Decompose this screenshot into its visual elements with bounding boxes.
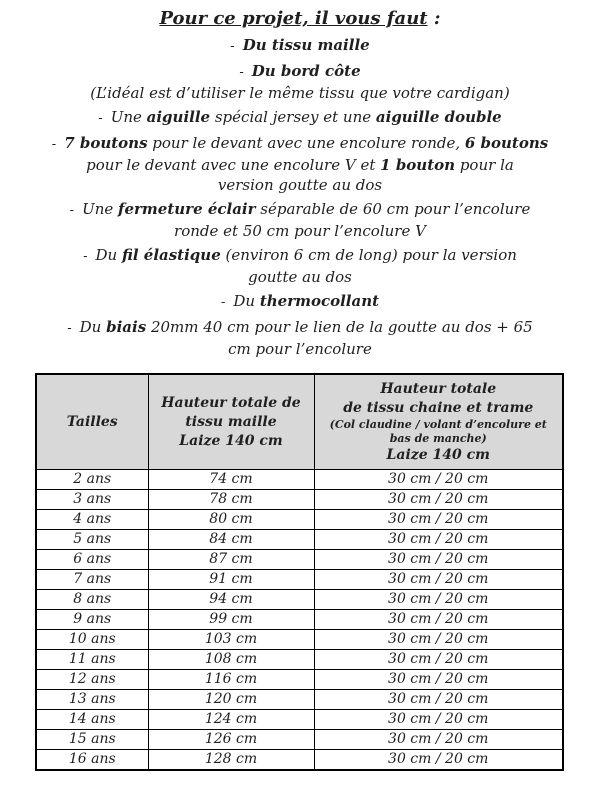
- plain-text: Une: [82, 200, 119, 218]
- size-cell: 13 ans: [36, 690, 148, 710]
- table-row: [36, 630, 563, 650]
- list-item-line: [18, 175, 582, 195]
- emphasized-text: Du tissu maille: [242, 36, 370, 54]
- list-item-line: [18, 199, 582, 221]
- chaine-trame-cell: 30 cm / 20 cm: [314, 630, 563, 650]
- table-row: [36, 610, 563, 630]
- header-tailles: Tailles: [36, 374, 148, 470]
- chaine-trame-cell: 30 cm / 20 cm: [314, 490, 563, 510]
- size-cell: 16 ans: [36, 750, 148, 771]
- bullet-marker: -: [230, 39, 235, 54]
- header-line: Laize 140 cm: [179, 432, 283, 449]
- maille-height-cell: 94 cm: [148, 590, 314, 610]
- chaine-trame-cell: 30 cm / 20 cm: [314, 530, 563, 550]
- size-cell: 6 ans: [36, 550, 148, 570]
- plain-text: goutte au dos: [248, 268, 352, 286]
- size-cell: 5 ans: [36, 530, 148, 550]
- plain-text: ronde et 50 cm pour l’encolure V: [174, 222, 426, 240]
- list-item: [18, 245, 582, 287]
- list-item: [18, 317, 582, 359]
- table-row: [36, 490, 563, 510]
- chaine-trame-cell: 30 cm / 20 cm: [314, 550, 563, 570]
- list-item: [18, 35, 582, 57]
- list-item-line: [18, 339, 582, 359]
- plain-text: version goutte au dos: [217, 176, 383, 194]
- plain-text: Du: [79, 318, 107, 336]
- chaine-trame-cell: 30 cm / 20 cm: [314, 690, 563, 710]
- page-title-text: Pour ce projet, il vous faut: [159, 8, 428, 29]
- chaine-trame-cell: 30 cm / 20 cm: [314, 570, 563, 590]
- size-cell: 11 ans: [36, 650, 148, 670]
- emphasized-text: 7 boutons: [64, 134, 148, 152]
- page-title-colon: :: [427, 8, 441, 29]
- chaine-trame-cell: 30 cm / 20 cm: [314, 510, 563, 530]
- header-tissu-maille: [148, 374, 314, 470]
- emphasized-text: 1 bouton: [380, 156, 456, 174]
- bullet-marker: -: [69, 203, 75, 218]
- list-item-line: [18, 291, 582, 313]
- bullet-marker: -: [83, 249, 88, 264]
- list-item-line: [18, 155, 582, 175]
- chaine-trame-cell: 30 cm / 20 cm: [314, 610, 563, 630]
- size-cell: 10 ans: [36, 630, 148, 650]
- size-cell: 12 ans: [36, 670, 148, 690]
- emphasized-text: aiguille: [146, 108, 211, 126]
- table-row: [36, 750, 563, 771]
- plain-text: 20mm 40 cm pour le lien de la goutte au dos + 65: [146, 318, 533, 336]
- plain-text: pour la: [455, 156, 514, 174]
- list-item-line: [18, 61, 582, 83]
- chaine-trame-cell: 30 cm / 20 cm: [314, 470, 563, 490]
- plain-text: pour le devant avec une encolure ronde,: [147, 134, 465, 152]
- size-cell: 8 ans: [36, 590, 148, 610]
- table-header-row: [36, 374, 563, 470]
- size-cell: 15 ans: [36, 730, 148, 750]
- page-title: [0, 8, 600, 29]
- maille-height-cell: 126 cm: [148, 730, 314, 750]
- size-cell: 2 ans: [36, 470, 148, 490]
- maille-height-cell: 124 cm: [148, 710, 314, 730]
- chaine-trame-cell: 30 cm / 20 cm: [314, 730, 563, 750]
- maille-height-cell: 108 cm: [148, 650, 314, 670]
- emphasized-text: Du bord côte: [251, 62, 361, 80]
- maille-height-cell: 87 cm: [148, 550, 314, 570]
- list-item-line: [18, 267, 582, 287]
- emphasized-text: biais: [106, 318, 147, 336]
- bullet-marker: -: [67, 321, 72, 336]
- maille-height-cell: 103 cm: [148, 630, 314, 650]
- maille-height-cell: 91 cm: [148, 570, 314, 590]
- header-line: de tissu chaine et trame: [343, 399, 534, 416]
- plain-text: séparable de 60 cm pour l’encolure: [255, 200, 531, 218]
- table-row: [36, 650, 563, 670]
- sizes-table: [35, 373, 564, 771]
- table-row: [36, 670, 563, 690]
- plain-text: Une: [110, 108, 147, 126]
- table-row: [36, 530, 563, 550]
- plain-text: Du: [95, 246, 122, 264]
- list-item: [18, 291, 582, 313]
- header-line: bas de manche): [389, 431, 487, 445]
- emphasized-text: fil élastique: [121, 246, 221, 264]
- plain-text: Du: [233, 292, 260, 310]
- table-row: [36, 730, 563, 750]
- bullet-marker: -: [51, 137, 57, 152]
- bullet-marker: -: [220, 295, 226, 310]
- materials-list: [0, 35, 600, 359]
- header-line: Hauteur totale: [380, 380, 497, 397]
- chaine-trame-cell: 30 cm / 20 cm: [314, 710, 563, 730]
- table-row: [36, 470, 563, 490]
- plain-text: cm pour l’encolure: [228, 340, 372, 358]
- bullet-marker: -: [98, 111, 103, 126]
- list-item: [18, 61, 582, 103]
- maille-height-cell: 74 cm: [148, 470, 314, 490]
- size-cell: 14 ans: [36, 710, 148, 730]
- table-row: [36, 510, 563, 530]
- list-item-line: [18, 83, 582, 103]
- size-cell: 7 ans: [36, 570, 148, 590]
- chaine-trame-cell: 30 cm / 20 cm: [314, 650, 563, 670]
- plain-text: spécial jersey et une: [210, 108, 376, 126]
- table-row: [36, 710, 563, 730]
- plain-text: pour le devant avec une encolure V et: [86, 156, 381, 174]
- emphasized-text: aiguille double: [375, 108, 502, 126]
- size-cell: 9 ans: [36, 610, 148, 630]
- chaine-trame-cell: 30 cm / 20 cm: [314, 670, 563, 690]
- list-item-line: [18, 317, 582, 339]
- emphasized-text: thermocollant: [259, 292, 380, 310]
- document-page: [0, 8, 600, 771]
- maille-height-cell: 99 cm: [148, 610, 314, 630]
- list-item-line: [18, 245, 582, 267]
- size-cell: 3 ans: [36, 490, 148, 510]
- plain-text: (L’idéal est d’utiliser le même tissu que votre cardigan): [90, 84, 510, 102]
- maille-height-cell: 120 cm: [148, 690, 314, 710]
- maille-height-cell: 116 cm: [148, 670, 314, 690]
- header-line: Hauteur totale de: [161, 394, 301, 411]
- table-row: [36, 690, 563, 710]
- emphasized-text: 6 boutons: [464, 134, 549, 152]
- table-row: [36, 590, 563, 610]
- header-line: (Col claudine / volant d’encolure et: [329, 417, 547, 431]
- list-item-line: [18, 133, 582, 155]
- list-item: [18, 107, 582, 129]
- maille-height-cell: 78 cm: [148, 490, 314, 510]
- list-item-line: [18, 221, 582, 241]
- plain-text: (environ 6 cm de long) pour la version: [220, 246, 517, 264]
- chaine-trame-cell: 30 cm / 20 cm: [314, 750, 563, 771]
- maille-height-cell: 80 cm: [148, 510, 314, 530]
- table-row: [36, 550, 563, 570]
- list-item-line: [18, 35, 582, 57]
- list-item-line: [18, 107, 582, 129]
- header-tissu-chaine-trame: [314, 374, 563, 470]
- header-line: Laize 140 cm: [386, 446, 490, 463]
- chaine-trame-cell: 30 cm / 20 cm: [314, 590, 563, 610]
- table-body: [36, 470, 563, 771]
- maille-height-cell: 128 cm: [148, 750, 314, 771]
- table-row: [36, 570, 563, 590]
- header-line: tissu maille: [185, 413, 277, 430]
- bullet-marker: -: [239, 65, 244, 80]
- size-cell: 4 ans: [36, 510, 148, 530]
- emphasized-text: fermeture éclair: [118, 200, 256, 218]
- list-item: [18, 133, 582, 195]
- maille-height-cell: 84 cm: [148, 530, 314, 550]
- list-item: [18, 199, 582, 241]
